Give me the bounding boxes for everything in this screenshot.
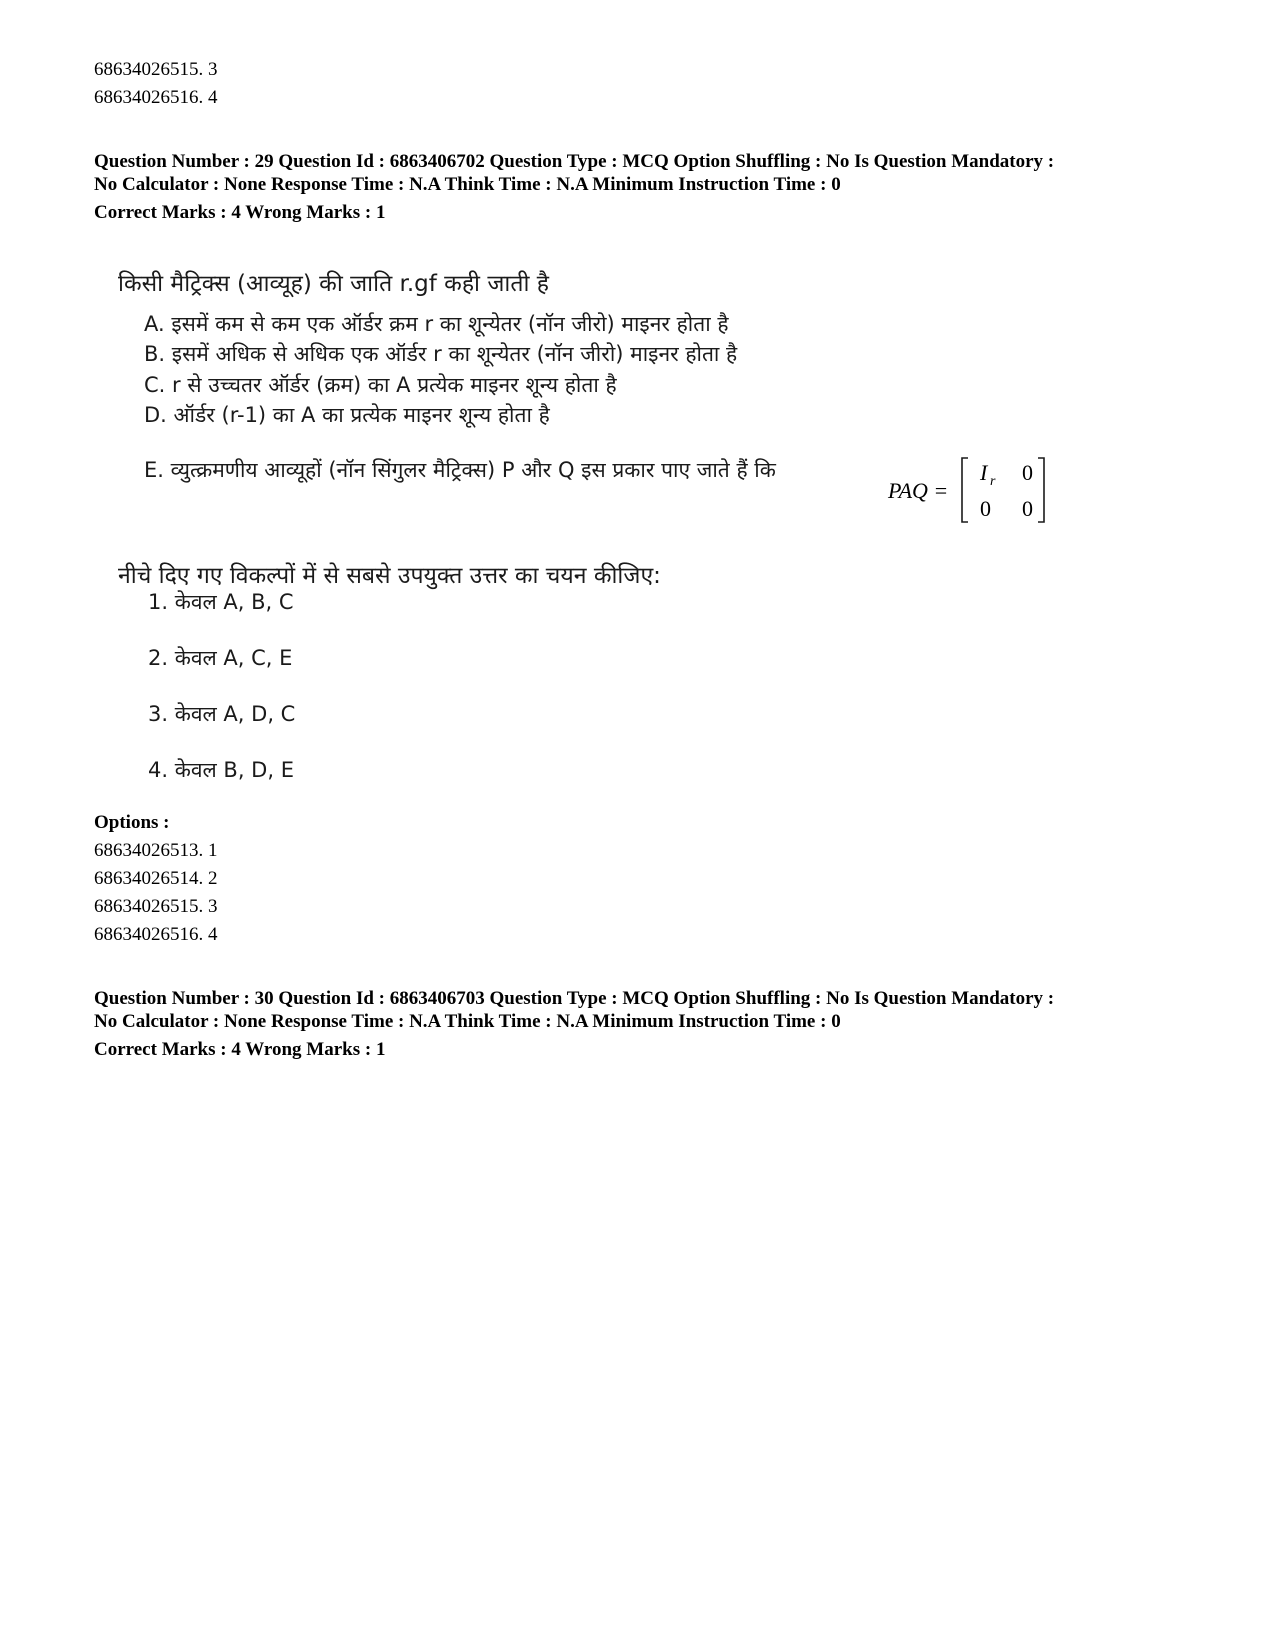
matrix-cell-subscript: r: [990, 474, 996, 489]
matrix-cell-identity: I: [980, 460, 988, 485]
question-header: Question Number : 30 Question Id : 6863406703 Question Type : MCQ Option Shuffling : No Is Question Mandatory :: [94, 988, 1055, 1009]
option-line: 68634026516. 4: [94, 924, 218, 945]
question-header: No Calculator : None Response Time : N.A Think Time : N.A Minimum Instruction Time : 0: [94, 174, 841, 195]
choice-4: 4. केवल B, D, E: [148, 758, 294, 782]
option-line: 68634026513. 1: [94, 840, 218, 861]
statement-e: E. व्युत्क्रमणीय आव्यूहों (नॉन सिंगुलर मैट्रिक्स) P और Q इस प्रकार पाए जाते हैं कि: [144, 458, 776, 482]
question-marks: Correct Marks : 4 Wrong Marks : 1: [94, 202, 386, 223]
question-marks: Correct Marks : 4 Wrong Marks : 1: [94, 1039, 386, 1060]
choose-instruction: नीचे दिए गए विकल्पों में से सबसे उपयुक्त उत्तर का चयन कीजिए:: [118, 563, 661, 589]
choice-3: 3. केवल A, D, C: [148, 702, 296, 726]
matrix-lhs: PAQ =: [888, 478, 949, 503]
option-line: 68634026515. 3: [94, 59, 218, 80]
statement-c: C. r से उच्चतर ऑर्डर (क्रम) का A प्रत्येक माइनर शून्य होता है: [144, 373, 617, 397]
question-header: Question Number : 29 Question Id : 6863406702 Question Type : MCQ Option Shuffling : No Is Question Mandatory :: [94, 151, 1055, 172]
matrix-equation: [888, 454, 1048, 526]
option-line: 68634026516. 4: [94, 87, 218, 108]
option-line: 68634026514. 2: [94, 868, 218, 889]
options-label: Options :: [94, 812, 170, 833]
matrix-cell: 0: [1022, 460, 1033, 485]
option-line: 68634026515. 3: [94, 896, 218, 917]
matrix-brackets: [958, 454, 1048, 526]
statement-a: A. इसमें कम से कम एक ऑर्डर क्रम r का शून्येतर (नॉन जीरो) माइनर होता है: [144, 312, 729, 336]
choice-2: 2. केवल A, C, E: [148, 646, 293, 670]
statement-b: B. इसमें अधिक से अधिक एक ऑर्डर r का शून्येतर (नॉन जीरो) माइनर होता है: [144, 342, 738, 366]
question-header: No Calculator : None Response Time : N.A Think Time : N.A Minimum Instruction Time : 0: [94, 1011, 841, 1032]
statement-d: D. ऑर्डर (r-1) का A का प्रत्येक माइनर शून्य होता है: [144, 403, 550, 427]
matrix-cell: 0: [1022, 496, 1033, 521]
matrix-cell: 0: [980, 496, 991, 521]
question-stem: किसी मैट्रिक्स (आव्यूह) की जाति r.gf कही जाती है: [118, 271, 549, 297]
choice-1: 1. केवल A, B, C: [148, 590, 294, 614]
